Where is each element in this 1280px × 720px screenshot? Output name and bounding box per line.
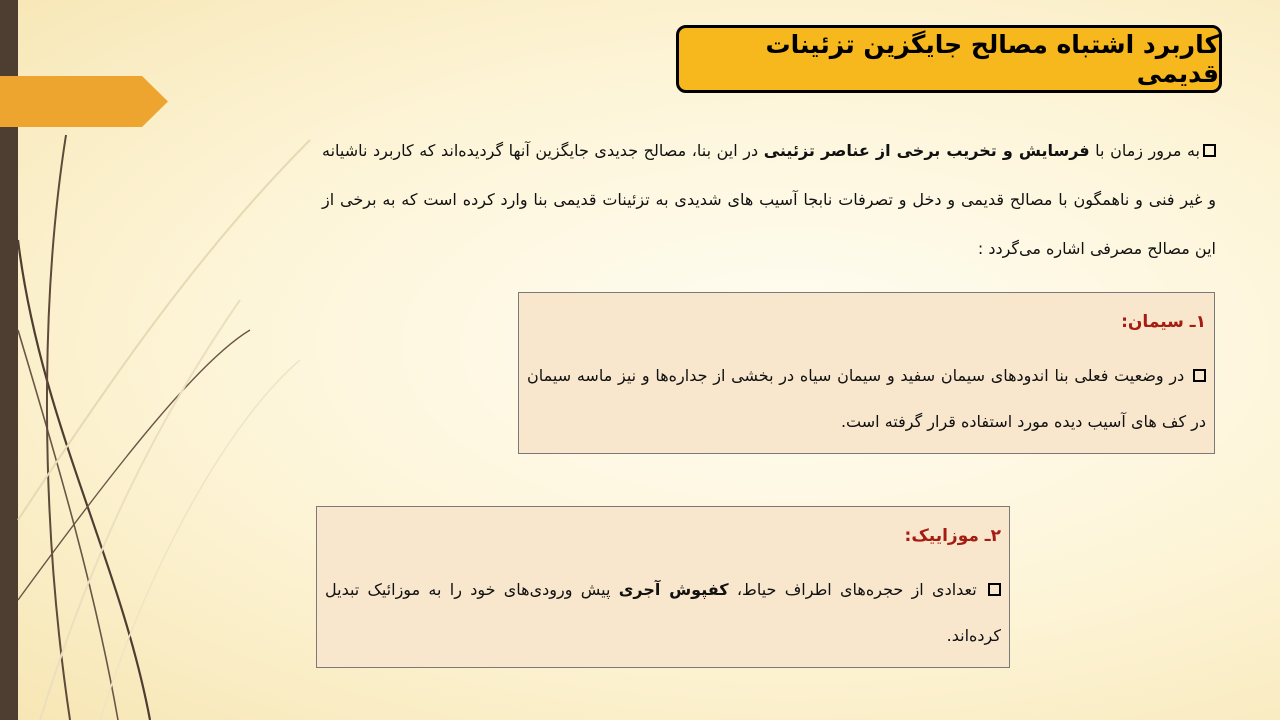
intro-text-1: به مرور زمان با bbox=[1089, 141, 1201, 160]
intro-paragraph bbox=[322, 126, 1216, 273]
intro-bold-text: فرسایش و تخریب برخی از عناصر تزئینی bbox=[763, 141, 1090, 160]
title-box bbox=[676, 25, 1222, 93]
intro-text-2: در این بنا، مصالح جدیدی جایگزین آنها گردیده‌اند که کاربرد ناشیانه و غیر فنی و ناهمگون با مصالح قدیمی و دخل و تصرفات نابجا آسیب های شدیدی به تزئینات قدیمی بنا وارد کرده است که به برخی از این مصالح مصرفی اشاره می‌گردد : bbox=[322, 141, 1216, 258]
cement-body bbox=[527, 353, 1206, 445]
slide-title: کاربرد اشتباه مصالح جایگزین تزئینات قدیمی bbox=[765, 30, 1219, 88]
mosaic-panel bbox=[316, 506, 1010, 668]
checkbox-bullet-icon bbox=[1203, 144, 1216, 157]
cement-panel bbox=[518, 292, 1215, 454]
mosaic-text-1: تعدادی از حجره‌های اطراف حیاط، bbox=[728, 580, 977, 599]
cement-heading: ۱ـ سیمان: bbox=[1121, 312, 1206, 332]
cement-text: در وضعیت فعلی بنا اندودهای سیمان سفید و سیمان سیاه در بخشی از جداره‌ها و نیز ماسه سیمان در کف های آسیب دیده مورد استفاده قرار گرفته است. bbox=[527, 366, 1206, 431]
mosaic-body bbox=[325, 567, 1001, 659]
checkbox-bullet-icon bbox=[1193, 369, 1206, 382]
arrow-tab-shape bbox=[0, 76, 168, 127]
mosaic-heading: ۲ـ موزاییک: bbox=[904, 526, 1001, 546]
checkbox-bullet-icon bbox=[988, 583, 1001, 596]
mosaic-bold-text: کفپوش آجری bbox=[618, 580, 729, 599]
mosaic-text-2: پیش ورودی‌های خود را به موزائیک تبدیل کرده‌اند. bbox=[325, 580, 1001, 645]
